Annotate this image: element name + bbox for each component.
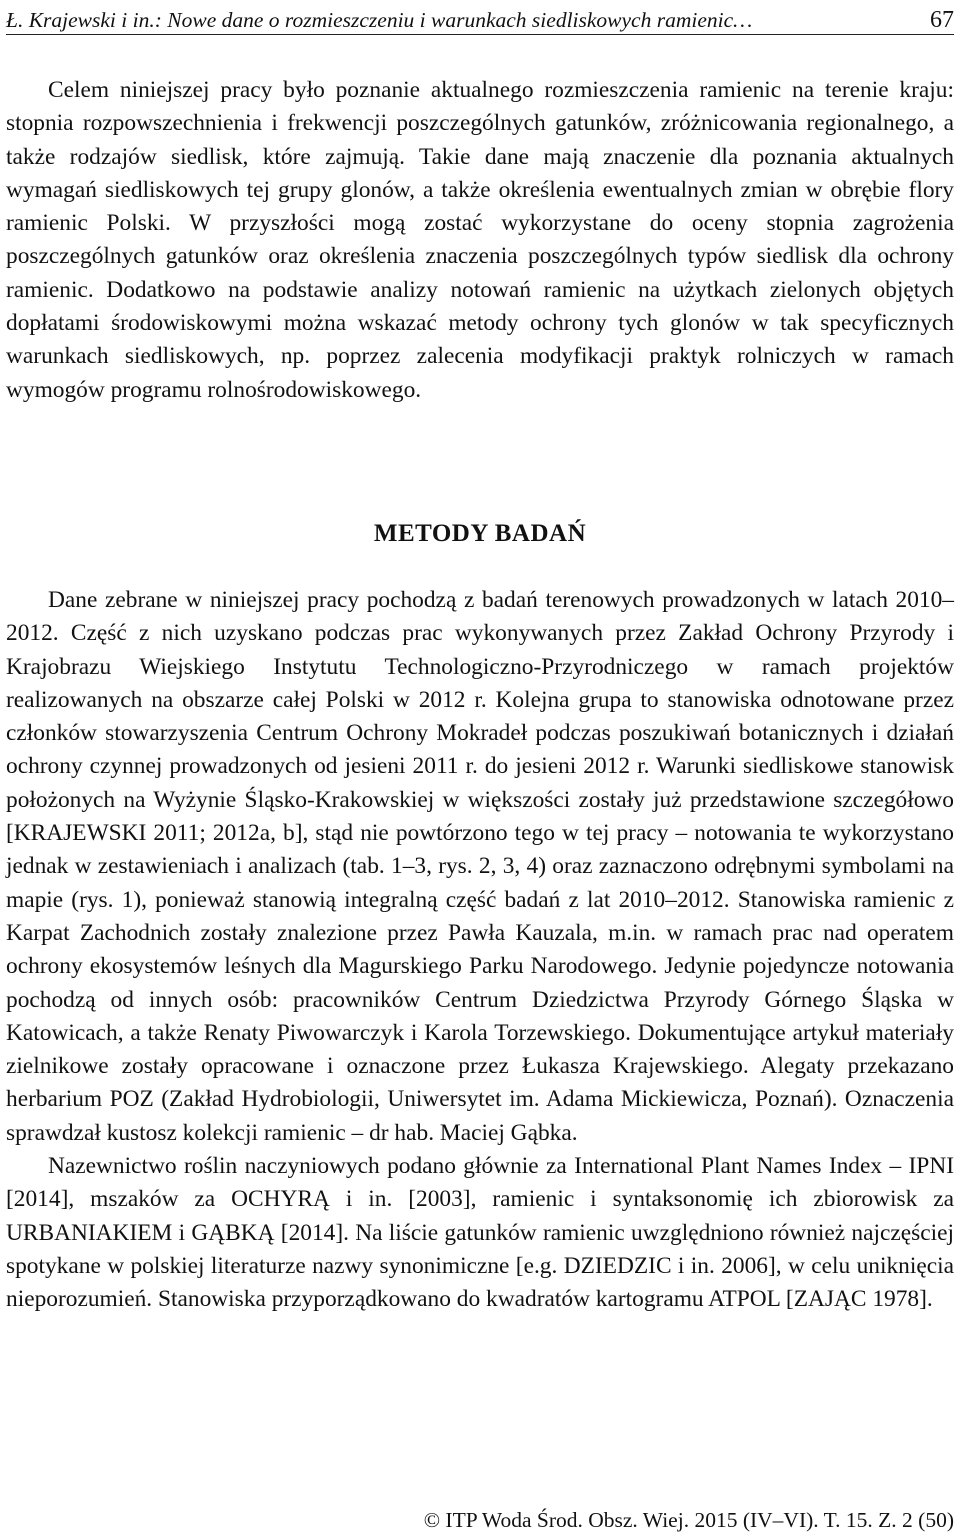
methods-section — [6, 584, 954, 1317]
running-head — [6, 6, 954, 35]
methods-paragraph-1: Dane zebrane w niniejszej pracy pochodzą z badań terenowych prowadzonych w latach 2010–2012. Część z nich uzyskano podczas prac wykonywanych przez Zakład Ochrony Przyrody i Krajobrazu Wiejskiego Instytutu Technologiczno-Przyrodniczego w ramach projektów realizowanych na obszarze całej Polski w 2012 r. Kolejna grupa to stanowiska odnotowane przez członków stowarzyszenia Centrum Ochrony Mokradeł podczas poszukiwań botanicznych i działań ochrony czynnej prowadzonych od jesieni 2011 r. do jesieni 2012 r. Warunki siedliskowe stanowisk położonych na Wyżynie Śląsko-Krakowskiej w większości zostały już przedstawione szczegółowo [KRAJEWSKI 2011; 2012a, b], stąd nie powtórzono tego w tej pracy – notowania te wykorzystano jednak w zestawieniach i analizach (tab. 1–3, rys. 2, 3, 4) oraz zaznaczono odrębnymi symbolami na mapie (rys. 1), ponieważ stanowią integralną część badań z lat 2010–2012. Stanowiska ramienic z Karpat Zachodnich zostały znalezione przez Pawła Kauzala, m.in. w ramach prac nad operatem ochrony ekosystemów leśnych dla Magurskiego Parku Narodowego. Jedynie pojedyncze notowania pochodzą od innych osób: pracowników Centrum Dziedzictwa Przyrody Górnego Śląska w Katowicach, a także Renaty Piwowarczyk i Karola Torzewskiego. Dokumentujące artykuł materiały zielnikowe zostały opracowane i oznaczone przez Łukasza Krajewskiego. Alegaty przekazano herbarium POZ (Zakład Hydrobiologii, Uniwersytet im. Adama Mickiewicza, Poznań). Oznaczenia sprawdzał kustosz kolekcji ramienic – dr hab. Maciej Gąbka. — [6, 587, 954, 1146]
running-head-title: Ł. Krajewski i in.: Nowe dane o rozmieszczeniu i warunkach siedliskowych ramienic… — [6, 8, 753, 32]
intro-paragraph-1: Celem niniejszej pracy było poznanie aktualnego rozmieszczenia ramienic na terenie kraju: stopnia rozpowszechnienia i frekwencji poszczególnych gatunków, zróżnicowania regionalnego, a także rodzajów siedlisk, które zajmują. Takie dane mają znaczenie dla poznania aktualnych wymagań siedliskowych tej grupy glonów, a także określenia ewentualnych zmian w obrębie flory ramienic Polski. W przyszłości mogą zostać wykorzystane do oceny stopnia zagrożenia poszczególnych gatunków oraz określenia znaczenia poszczególnych typów siedlisk dla ochrony ramienic. Dodatkowo na podstawie analizy notowań ramienic na użytkach zielonych objętych dopłatami środowiskowymi można wskazać metody ochrony tych glonów w tak specyficznych warunkach siedliskowych, np. poprzez zalecenia modyfikacji praktyk rolniczych w ramach wymogów programu rolnośrodowiskowego. — [6, 77, 954, 403]
methods-paragraph-2: Nazewnictwo roślin naczyniowych podano głównie za International Plant Names Index – IPNI [2014], mszaków za OCHYRĄ i in. [2003], ramienic i syntaksonomię ich zbiorowisk za URBANIAKIEM i GĄBKĄ [2014]. Na liście gatunków ramienic uwzględniono również najczęściej spotykane w polskiej literaturze nazwy synonimiczne [e.g. DZIEDZIC i in. 2006], w celu uniknięcia nieporozumień. Stanowiska przyporządkowano do kwadratów kartogramu ATPOL [ZAJĄC 1978]. — [6, 1153, 954, 1313]
footer-citation: © ITP Woda Środ. Obsz. Wiej. 2015 (IV–VI). T. 15. Z. 2 (50) — [423, 1508, 954, 1532]
section-heading-methods: METODY BADAŃ — [373, 520, 587, 547]
page-number: 67 — [930, 7, 954, 33]
intro-section — [6, 74, 954, 407]
